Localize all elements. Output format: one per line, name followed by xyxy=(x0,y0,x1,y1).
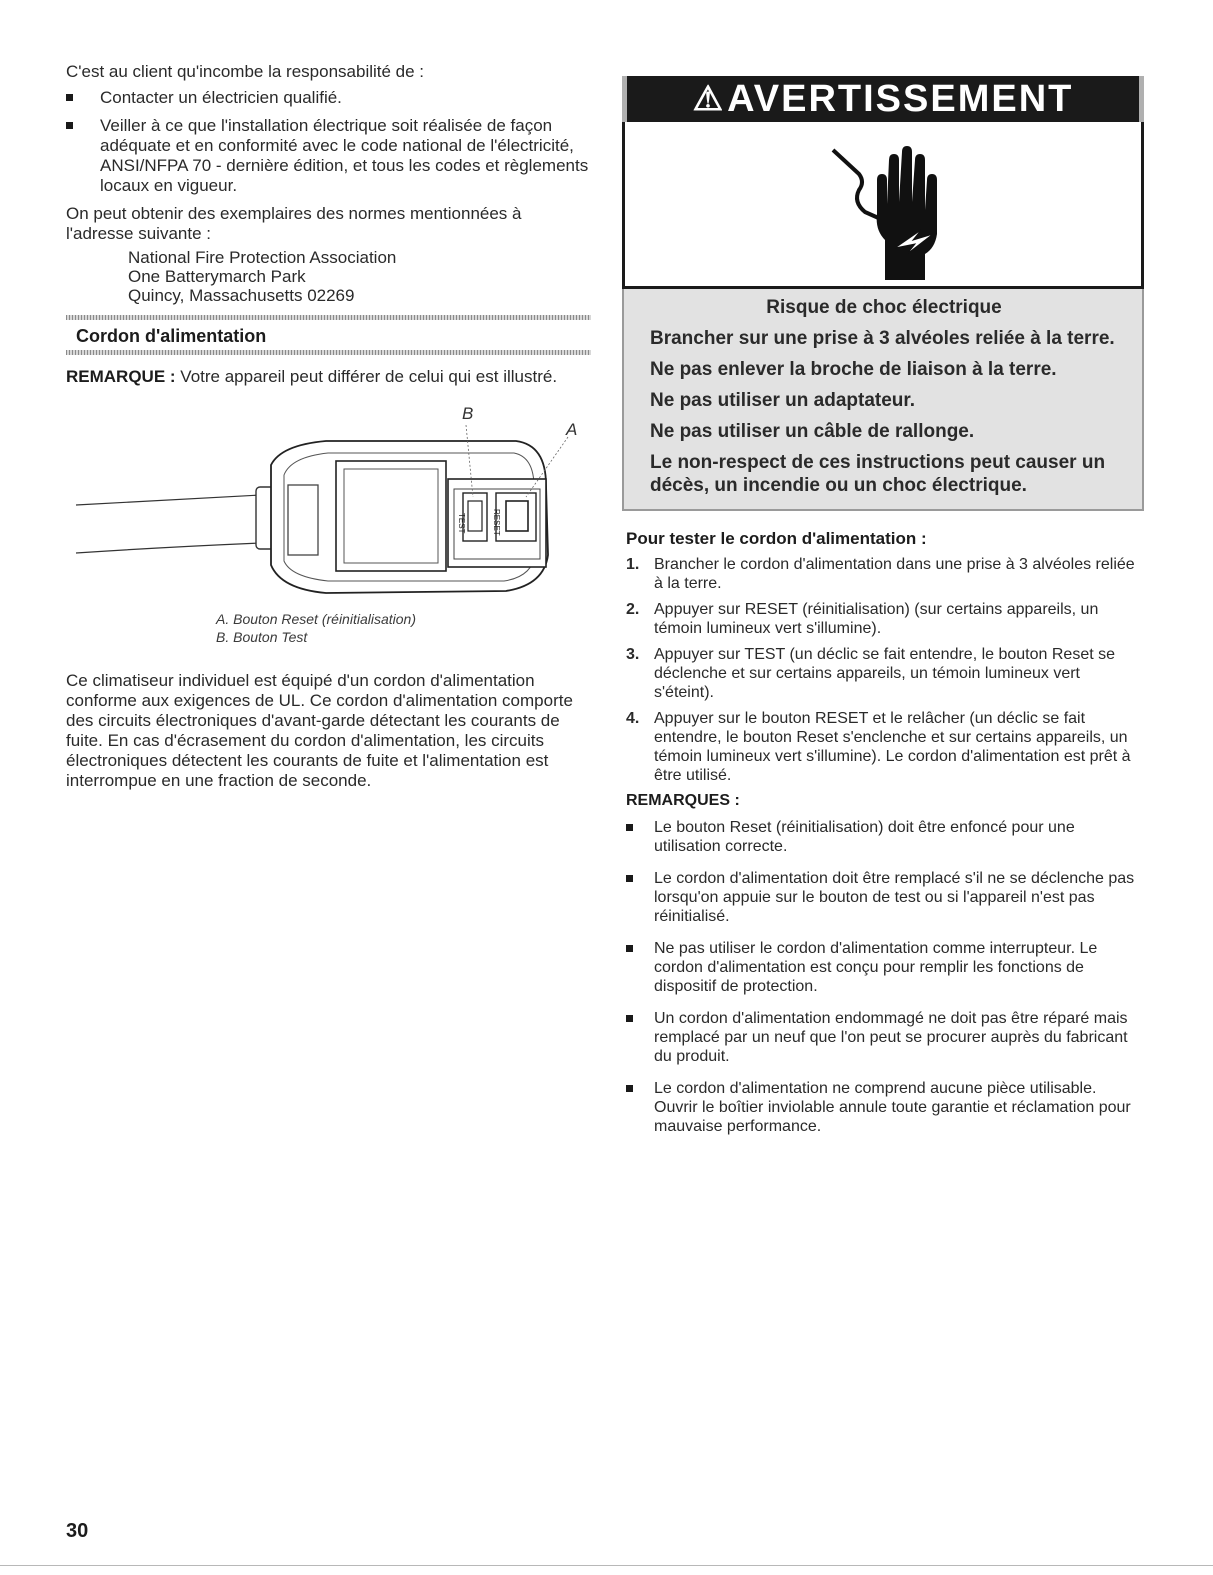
list-item: Le bouton Reset (réinitialisation) doit être enfoncé pour une utilisation correcte. xyxy=(622,818,1144,856)
section-divider-bottom xyxy=(66,350,591,355)
bottom-rule xyxy=(0,1565,1213,1566)
list-item: Contacter un électricien qualifié. xyxy=(66,88,591,108)
caption-a: A. Bouton Reset (réinitialisation) xyxy=(216,611,416,627)
power-cord-figure xyxy=(66,405,591,645)
copies-text: On peut obtenir des exemplaires des normes mentionnées à l'adresse suivante : xyxy=(66,204,522,243)
caption-b: B. Bouton Test xyxy=(216,629,308,645)
list-item xyxy=(622,600,1144,638)
list-item: Un cordon d'alimentation endommagé ne doit pas être réparé mais remplacé par un neuf que l'on peut se procurer auprès du fabricant du produit. xyxy=(622,1009,1144,1066)
step-text: Appuyer sur TEST (un déclic se fait entendre, le bouton Reset se déclenche et sur certains appareils, un témoin lumineux vert s'éteint). xyxy=(654,646,1115,701)
figure-label-b: B xyxy=(462,405,474,423)
figure-label-a: A xyxy=(566,420,578,439)
test-procedure-title: Pour tester le cordon d'alimentation : xyxy=(626,529,927,548)
power-cord-illustration xyxy=(66,405,591,605)
warning-triangle-icon: ⚠ xyxy=(692,80,726,118)
section-title: Cordon d'alimentation xyxy=(76,326,267,346)
remarks-list xyxy=(622,818,1144,1136)
left-column xyxy=(66,62,591,791)
list-item xyxy=(622,709,1144,785)
warning-line: Ne pas enlever la broche de liaison à la terre. xyxy=(650,359,1057,380)
warning-text-panel xyxy=(622,289,1144,511)
step-number: 2. xyxy=(626,601,640,618)
warning-header xyxy=(622,76,1144,122)
figure-caption xyxy=(216,610,591,646)
list-item: Ne pas utiliser le cordon d'alimentation comme interrupteur. Le cordon d'alimentation est conçu pour remplir les fonctions de dispositif de protection. xyxy=(622,939,1144,996)
step-number: 1. xyxy=(626,556,640,573)
list-item: Le cordon d'alimentation doit être remplacé s'il ne se déclenche pas lorsqu'on appuie sur le bouton de test ou si l'appareil n'est pas réinitialisé. xyxy=(622,869,1144,926)
test-label: TEST xyxy=(457,513,466,534)
step-number: 4. xyxy=(626,710,640,727)
address-line: Quincy, Massachusetts 02269 xyxy=(128,286,355,305)
remarks-title: REMARQUES : xyxy=(626,792,740,809)
reset-label: RESET xyxy=(492,509,501,536)
address-line: National Fire Protection Association xyxy=(128,248,397,267)
warning-pictogram-area xyxy=(622,122,1144,289)
address-line: One Batterymarch Park xyxy=(128,267,306,286)
list-item: Le cordon d'alimentation ne comprend aucune pièce utilisable. Ouvrir le boîtier inviolable annule toute garantie et réclamation pour mauvaise performance. xyxy=(622,1079,1144,1136)
step-text: Appuyer sur RESET (réinitialisation) (sur certains appareils, un témoin lumineux vert s'illumine). xyxy=(654,601,1099,637)
list-item xyxy=(622,645,1144,702)
electric-shock-hand-icon xyxy=(825,130,965,280)
note-text: Votre appareil peut différer de celui qui est illustré. xyxy=(180,367,558,386)
list-item: Veiller à ce que l'installation électrique soit réalisée de façon adéquate et en conformité avec le code national de l'électricité, ANSI/NFPA 70 - dernière édition, et tous les codes et règlements locaux en vigueur. xyxy=(66,116,591,196)
warning-line: Brancher sur une prise à 3 alvéoles reliée à la terre. xyxy=(650,328,1115,349)
step-text: Appuyer sur le bouton RESET et le relâcher (un déclic se fait entendre, le bouton Reset s'enclenche et sur certains appareils, un témoin lumineux vert s'illumine). Le cordon d'alimentation est prêt à être utilisé. xyxy=(654,710,1131,784)
responsibility-intro: C'est au client qu'incombe la responsabilité de : xyxy=(66,62,425,81)
note-label: REMARQUE : xyxy=(66,367,176,386)
warning-line: Ne pas utiliser un câble de rallonge. xyxy=(650,421,975,442)
test-steps xyxy=(622,555,1144,785)
step-number: 3. xyxy=(626,646,640,663)
nfpa-address xyxy=(128,248,591,305)
warning-line: Ne pas utiliser un adaptateur. xyxy=(650,390,916,411)
note xyxy=(66,367,591,387)
warning-risk: Risque de choc électrique xyxy=(766,297,1002,318)
list-item xyxy=(622,555,1144,593)
step-text: Brancher le cordon d'alimentation dans une prise à 3 alvéoles reliée à la terre. xyxy=(654,556,1135,592)
warning-title: AVERTISSEMENT xyxy=(727,77,1074,120)
responsibility-list xyxy=(66,88,591,196)
warning-line: Le non-respect de ces instructions peut causer un décès, un incendie ou un choc électrique. xyxy=(650,452,1106,496)
cord-description: Ce climatiseur individuel est équipé d'un cordon d'alimentation conforme aux exigences de UL. Ce cordon d'alimentation comporte des circuits électroniques d'avant-garde détectant les courants de fuite. En cas d'écrasement du cordon d'alimentation, les circuits électroniques détectent les courants de fuite et l'alimentation est interrompue en une fraction de seconde. xyxy=(66,671,573,790)
section-divider-top xyxy=(66,315,591,320)
page-number: 30 xyxy=(66,1520,89,1542)
warning-box xyxy=(622,76,1144,511)
right-column xyxy=(622,76,1144,1149)
